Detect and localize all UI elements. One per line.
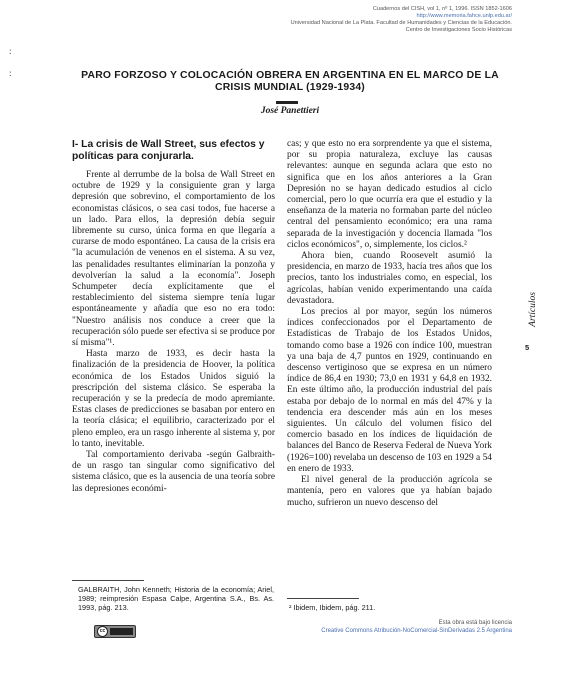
section-heading: I- La crisis de Wall Street, sus efectos y políticas para conjurarla. [72,139,265,162]
paragraph: El nivel general de la producción agrícola se mantenía, pero en valores que ya habían bajado mucho, sufrieron un nuevo descenso del [287,475,492,508]
header-university-line: Universidad Nacional de La Plata. Facultad de Humanidades y Ciencias de la Educación. [290,20,512,26]
journal-header [212,6,512,34]
license-notice [212,620,512,635]
paragraph: Tal comportamiento derivaba -según Galbraith- de un rasgo tan singular como significativo del sistema clásico, que es la ausencia de una teoría sobre las depresiones económi- [72,450,275,494]
page-number: 5 [525,343,530,352]
paragraph: Hasta marzo de 1933, es decir hasta la finalización de la presidencia de Hoover, la política económica de los Estados Unidos siguió la prescripción del sistema clásico. Se esperaba la recuperación y se la predecía de modo apremiante. Estas clases de predicciones se basaban por entero en la teoría clásica; el equilibrio, caracterizado por el pleno empleo, era un rasgo inherente al sistema y, por lo tanto, inevitable. [72,349,275,449]
footnote-1: GALBRAITH, John Kenneth; Historia de la economía; Ariel, 1989; reimpresión Espasa Calpe, Argentina S.A., Bs. As. 1993, pág. 213. [78,585,274,612]
text-column-left [72,139,275,495]
header-journal-line: Cuadernos del CISH, vol 1, nº 1, 1996. ISSN 1852-1606 [372,6,512,12]
margin-marks: : : [9,46,12,78]
footnote-separator [72,580,144,581]
header-center-line: Centro de Investigaciones Socio Históricas [405,27,512,33]
cc-logo-icon: cc [97,626,108,637]
article-title: PARO FORZOSO Y COLOCACIÓN OBRERA EN ARGENTINA EN EL MARCO DE LA CRISIS MUNDIAL (1929-1934) [81,70,499,93]
paragraph: cas; y que esto no era sorprendente ya que el sistema, por su propia naturaleza, excluye las causas relevantes: aunque en segunda aclara que esto no significa que en los años anteriores a la Gran Depresión no se hayan dedicado estudios al ciclo comercial, pero lo que ocurría era que el estudio y la enseñanza de la materia no formaban parte del núcleo central del pensamiento económico; era una rama separada de la investigación y docencia llamada "los ciclos económicos", o, simplemente, los ciclos.² [287,139,492,250]
footnote-separator [287,598,359,599]
text-column-right [287,139,492,509]
paragraph: Frente al derrumbe de la bolsa de Wall Street en octubre de 1929 y la consiguiente gran y larga depresión que sobrevino, el comportamiento de los economistas clásicos, o sea casi todos, fue hacerse a un lado. Para ellos, la depresión debía seguir libremente su curso, única forma en que llegaría a curarse de modo espontáneo. La causa de la crisis era "la acumulación de venenos en el sistema. A su vez, las penalidades resultantes eliminarían la ponzoña y devolverían la salud a la economía". Joseph Schumpeter decía explícitamente que el restablecimiento del sistema siempre tenía lugar espontáneamente y añadía que eso no era todo: "Nuestro análisis nos conduce a creer que la recuperación sólo puede ser efectiva si se produce por sí misma"¹. [72,170,275,349]
footnote-2: ² Ibidem, Ibidem, pág. 211. [289,603,376,612]
header-repository-link[interactable]: http://www.memoria.fahce.unlp.edu.ar/ [416,13,512,19]
title-rule [276,101,298,104]
article-author: José Panettieri [260,106,320,116]
cc-bar [110,628,133,635]
paragraph: Ahora bien, cuando Roosevelt asumió la presidencia, en marzo de 1933, hacía tres años que los precios, tanto los industriales como, en especial, los agrícolas, habían venido experimentando una caída devastadora. [287,251,492,306]
section-side-label: Artículos [528,292,538,327]
license-link[interactable]: Creative Commons Atribución-NoComercial-SinDerivadas 2.5 Argentina [321,627,512,634]
creative-commons-badge-icon[interactable] [94,625,136,638]
license-line: Esta obra está bajo licencia [438,620,512,626]
paragraph: Los precios al por mayor, según los números índices confeccionados por el Departamento de Estadísticas de Trabajo de los Estados Unidos, tomando como base a 1926 con índice 100, muestran ya una baja de 4,7 puntos en 1929, continuando en descenso vertiginoso que se expresa en un número índice de 86,4 en 1930; 73,0 en 1931 y 64,8 en 1932. En este último año, la producción industrial del país estaba por debajo de lo normal en más del 47% y la tendencia era descender más aún en los meses siguientes. Un cálculo del volumen físico del comercio basado en los índices de liquidación de balances del Banco de Reserva Federal de Nueva York (1926=100) revelaba un descenso de 103 en 1929 a 54 en enero de 1933. [287,307,492,474]
